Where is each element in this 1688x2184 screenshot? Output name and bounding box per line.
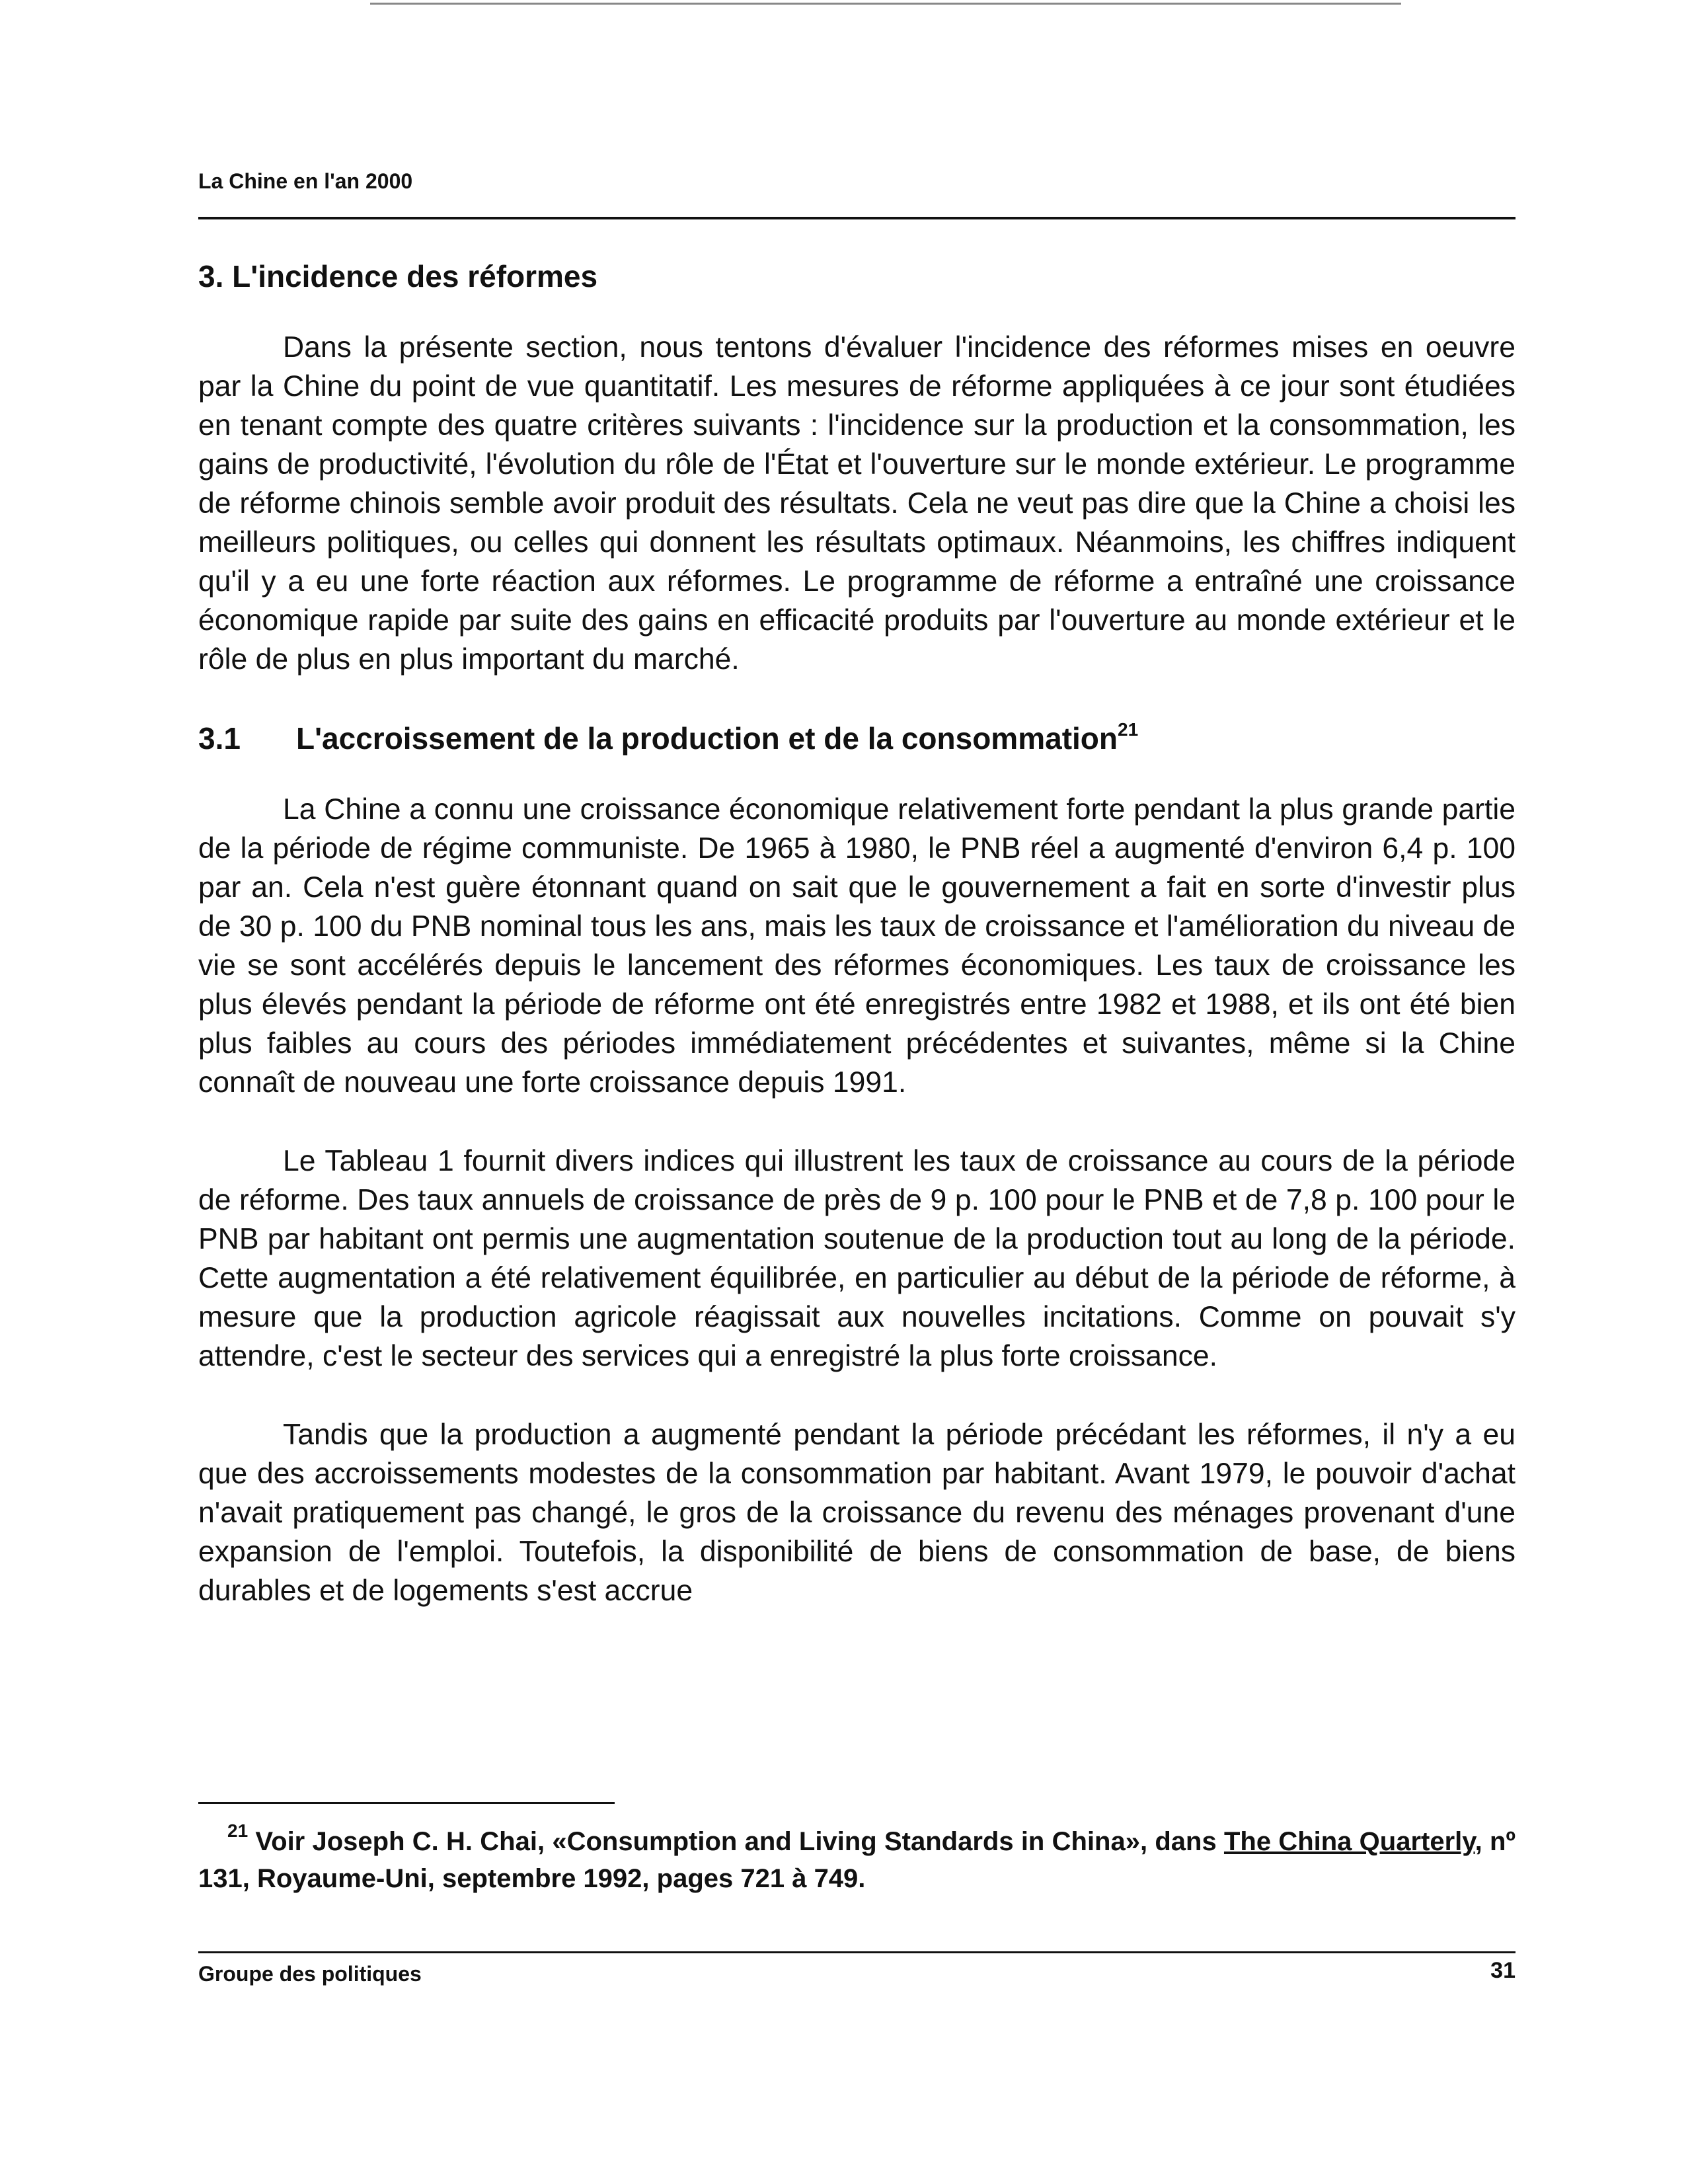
body-paragraph-3: Tandis que la production a augmenté pendant la période précédant les réformes, il n'y a eu que des accroissements modestes de la consommation par habitant. Avant 1979, le pouvoir d'achat n'avait pratiquement pas changé, le gros de la croissance du revenu des ménages provenant d'une expansion de l'emploi. Toutefois, la disponibilité de biens de consommation de base, de biens durables et de logements s'est accrue: [198, 1419, 1515, 1607]
page-body: [198, 256, 1515, 1650]
footnote-number: 21: [227, 1820, 249, 1841]
header-rule: [198, 217, 1515, 219]
section-title: L'incidence des réformes: [232, 259, 598, 293]
footer-organization: Groupe des politiques: [198, 1962, 422, 1986]
footnote-reference: 21: [1118, 719, 1139, 740]
subsection-number: 3.1: [198, 721, 241, 756]
body-paragraph-2: Le Tableau 1 fournit divers indices qui illustrent les taux de croissance au cours de la période de réforme. Des taux annuels de croissance de près de 9 p. 100 pour le PNB et de 7,8 p. 100 pour le PNB par habitant ont permis une augmentation soutenue de la production tout au long de la période. Cette augmentation a été relativement équilibrée, en particulier au début de la période de réforme, à mesure que la production agricole réagissait aux nouvelles incitations. Comme on pouvait s'y attendre, c'est le secteur des services qui a enregistré la plus forte croissance.: [198, 1145, 1515, 1372]
footer-rule: [198, 1951, 1515, 1953]
subsection-title: L'accroissement de la production et de la consommation: [296, 721, 1118, 756]
scan-edge-line: [370, 3, 1401, 5]
body-paragraph-1: La Chine a connu une croissance économique relativement forte pendant la plus grande partie de la période de régime communiste. De 1965 à 1980, le PNB réel a augmenté d'environ 6,4 p. 100 par an. Cela n'est guère étonnant quand on sait que le gouvernement a fait en sorte d'investir plus de 30 p. 100 du PNB nominal tous les ans, mais les taux de croissance et l'amélioration du niveau de vie se sont accélérés depuis le lancement des réformes économiques. Les taux de croissance les plus élevés pendant la période de réforme ont été enregistrés entre 1982 et 1988, et ils ont été bien plus faibles au cours des périodes immédiatement précédentes et suivantes, même si la Chine connaît de nouveau une forte croissance depuis 1991.: [198, 793, 1515, 1099]
footnote-text-before: Voir Joseph C. H. Chai, «Consumption and Living Standards in China», dans: [255, 1827, 1224, 1856]
footnote: [198, 1820, 1515, 1897]
section-heading: [198, 256, 1515, 296]
footnote-publication: The China Quarterly: [1223, 1827, 1475, 1856]
section-paragraph: Dans la présente section, nous tentons d'évaluer l'incidence des réformes mises en oeuvre par la Chine du point de vue quantitatif. Les mesures de réforme appliquées à ce jour sont étudiées en tenant compte des quatre critères suivants : l'incidence sur la production et la consommation, les gains de productivité, l'évolution du rôle de l'État et l'ouverture sur le monde extérieur. Le programme de réforme chinois semble avoir produit des résultats. Cela ne veut pas dire que la Chine a choisi les meilleurs politiques, ou celles qui donnent les résultats optimaux. Néanmoins, les chiffres indiquent qu'il y a eu une forte réaction aux réformes. Le programme de réforme a entraîné une croissance économique rapide par suite des gains en efficacité produits par l'ouverture au monde extérieur et le rôle de plus en plus important du marché.: [198, 331, 1515, 676]
page-number: 31: [1490, 1958, 1515, 1983]
subsection-heading: [198, 719, 1515, 758]
running-header: La Chine en l'an 2000: [198, 169, 413, 193]
footnote-rule: [198, 1802, 615, 1804]
section-number: 3.: [198, 259, 224, 293]
footnote-text-after: , nº 131, Royaume-Uni, septembre 1992, pages 721 à 749.: [198, 1827, 1515, 1893]
